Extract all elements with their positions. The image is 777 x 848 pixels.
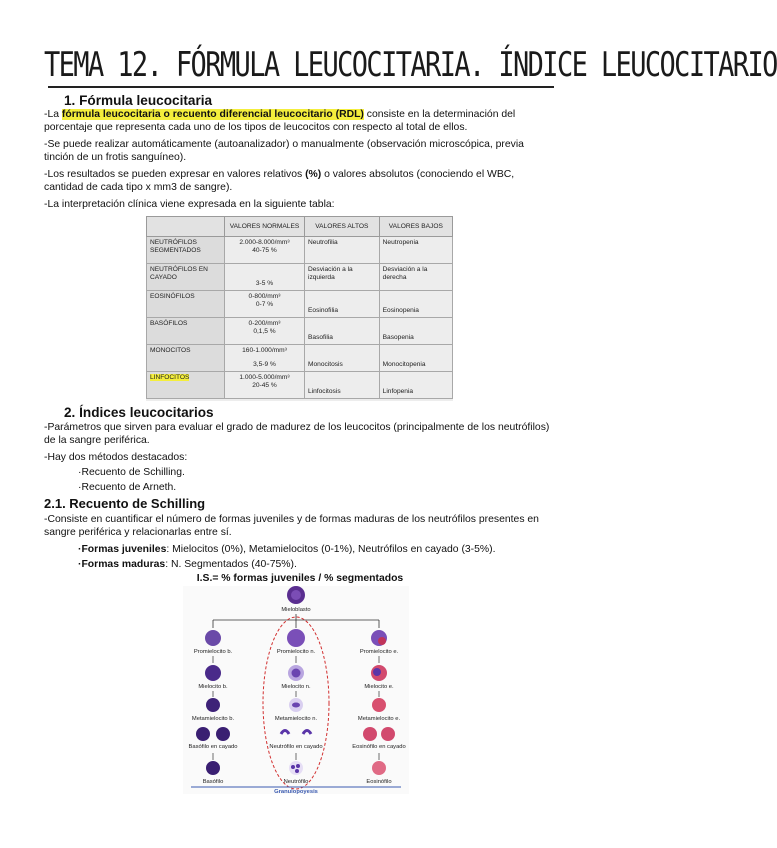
cell-low: Basopenia [379,318,452,345]
table-header-0 [147,217,225,237]
mature-forms [78,559,297,572]
neutrophil-cell [289,761,303,775]
section-1-paragraph-1 [44,109,556,134]
cell-low: Linfopenia [379,372,452,399]
cell-high: Desviación a la izquierda [305,264,380,291]
neutrophil-lobe-2 [296,764,300,768]
section-2-1-paragraph-1: -Consiste en cuantificar el número de formas juveniles y de formas maduras de los neutrófilos presentes en sangre periférica y relacionarlas entre sí. [44,514,539,538]
label-right-2: Metamielocito e. [357,716,401,722]
basophil-metamyelocyte-cell [206,698,220,712]
section-1-paragraph-4: -La interpretación clínica viene expresada en la siguiente tabla: [44,199,335,210]
label-left-2: Metamielocito b. [191,716,235,722]
granulopoiesis-diagram [183,586,409,794]
eosinophil-metamyelocyte-cell [372,698,386,712]
cell-high: Eosinofilia [305,291,380,318]
cell-pct: 40-75 % [252,247,277,254]
eosinophil-promyelocyte-granules [378,637,386,645]
label-center-3: Neutrófilo en cayado [269,744,323,750]
table-header-1: VALORES NORMALES [225,217,305,237]
cell-normal [225,372,305,399]
label-left-1: Mielocito b. [198,684,228,690]
p1-pre: -La [44,109,62,120]
label-right-3: Eosinófilo en cayado [352,744,406,750]
leukocyte-values-table [146,216,453,399]
label-right-4: Eosinófilo [366,779,392,785]
cell-normal [225,237,305,264]
table-row [147,318,453,345]
cell-type: BASÓFILOS [147,318,225,345]
cell-high: Neutrofilia [305,237,380,264]
cell-type [147,372,225,399]
p3-post: o valores absolutos (conociendo el WBC, cantidad de cada tipo x mm3 de sangre). [44,169,515,193]
cell-low: Eosinopenia [379,291,452,318]
cell-pct: 20-45 % [252,382,277,389]
label-left-0: Promielocito b. [193,649,233,655]
section-2-heading: 2. Índices leucocitarios [64,405,214,420]
section-1-paragraph-3 [44,169,556,194]
section-2-paragraph-1: -Parámetros que sirven para evaluar el grado de madurez de los leucocitos (principalmente de los neutrófilos) de la sangre periférica. [44,422,550,446]
cell-abs: 0-800/mm³ [248,293,281,300]
eosinophil-myelocyte-nucleus [373,668,381,676]
juvenile-label: ·Formas juveniles [78,544,167,555]
cell-type: NEUTRÓFILOS SEGMENTADOS [147,237,225,264]
label-granulopoyesis: Granulopoyesis [274,789,318,795]
label-center-1: Mielocito n. [281,684,311,690]
neutrophil-metamyelocyte-nucleus [292,703,300,708]
linfocitos-highlight: LINFOCITOS [150,374,190,381]
mature-label: ·Formas maduras [78,559,166,570]
cell-low: Neutropenia [379,237,452,264]
p3-bold: (%) [305,169,322,180]
cell-normal [225,291,305,318]
cell-high: Linfocitosis [305,372,380,399]
label-center-4: Neutrófilo [283,779,309,785]
table-header-3: VALORES BAJOS [379,217,452,237]
basophil-promyelocyte-cell [205,630,221,646]
cell-pct: 3,5-9 % [253,361,276,368]
eosinophil-band-cell-b [381,727,395,741]
table-row [147,345,453,372]
cell-low: Monocitopenia [379,345,452,372]
cell-high: Basofilia [305,318,380,345]
table-row [147,237,453,264]
label-right-1: Mielocito e. [364,684,394,690]
table-row [147,372,453,399]
cell-low: Desviación a la derecha [379,264,452,291]
cell-pct: 0-7 % [255,301,274,308]
section-2-paragraph-2: -Hay dos métodos destacados: [44,452,188,463]
juvenile-text: : Mielocitos (0%), Metamielocitos (0-1%), Neutrófilos en cayado (3-5%). [166,544,496,555]
cell-abs: 0-200/mm³ [248,320,281,327]
label-right-0: Promielocito e. [359,649,399,655]
cell-pct: 0,1,5 % [253,328,276,335]
section-1-paragraph-2: -Se puede realizar automáticamente (autoanalizador) o manualmente (observación microscópica, previa tinción de un frotis sanguíneo). [44,139,524,163]
method-item-2: ·Recuento de Arneth. [78,482,177,493]
page-title: TEMA 12. FÓRMULA LEUCOCITARIA. ÍNDICE LEUCOCITARIO [44,46,777,85]
schilling-formula: I.S.= % formas juveniles / % segmentados [196,573,404,584]
title-underline [48,86,554,88]
myeloblast-nucleus [291,590,301,600]
neutrophil-myelocyte-nucleus [292,669,301,678]
mature-text: : N. Segmentados (40-75%). [165,559,297,570]
cell-type: MONOCITOS [147,345,225,372]
neutrophil-promyelocyte-cell [287,629,305,647]
basophil-band-cell-a [196,727,210,741]
neutrophil-lobe-1 [291,765,295,769]
eosinophil-cell [372,761,386,775]
cell-normal [225,345,305,372]
table-header-2: VALORES ALTOS [305,217,380,237]
rdl-highlight: fórmula leucocitaria o recuento diferencial leucocitario (RDL) [61,109,364,120]
table-row [147,291,453,318]
neutrophil-lobe-3 [295,769,299,773]
cell-normal [225,264,305,291]
cell-pct: 3-5 % [255,280,274,287]
basophil-myelocyte-cell [205,665,221,681]
cell-high: Monocitosis [305,345,380,372]
cell-type: EOSINÓFILOS [147,291,225,318]
label-left-4: Basófilo [202,779,224,785]
label-center-0: Promielocito n. [276,649,316,655]
juvenile-forms [78,544,496,557]
method-item-1: ·Recuento de Schilling. [78,467,185,478]
cell-normal [225,318,305,345]
table-row [147,264,453,291]
eosinophil-band-cell-a [363,727,377,741]
label-left-3: Basófilo en cayado [188,744,238,750]
label-center-2: Metamielocito n. [274,716,318,722]
leukocyte-table [146,216,453,401]
section-2-1-heading: 2.1. Recuento de Schilling [44,496,206,511]
basophil-band-cell-b [216,727,230,741]
p3-pre: -Los resultados se pueden expresar en valores relativos [44,169,306,180]
cell-type: NEUTRÓFILOS EN CAYADO [147,264,225,291]
cell-abs: 2.000-8.000/mm³ [239,239,290,246]
basophil-cell [206,761,220,775]
p1-post: consiste en la determinación del porcentaje que representa cada uno de los tipos de leucocitos con respecto al total de ellos. [44,109,516,133]
cell-abs: 160-1.000/mm³ [242,347,287,354]
section-1-heading: 1. Fórmula leucocitaria [64,93,213,108]
cell-abs: 1.000-5.000/mm³ [239,374,290,381]
label-mieloblasto: Mieloblasto [281,607,311,613]
